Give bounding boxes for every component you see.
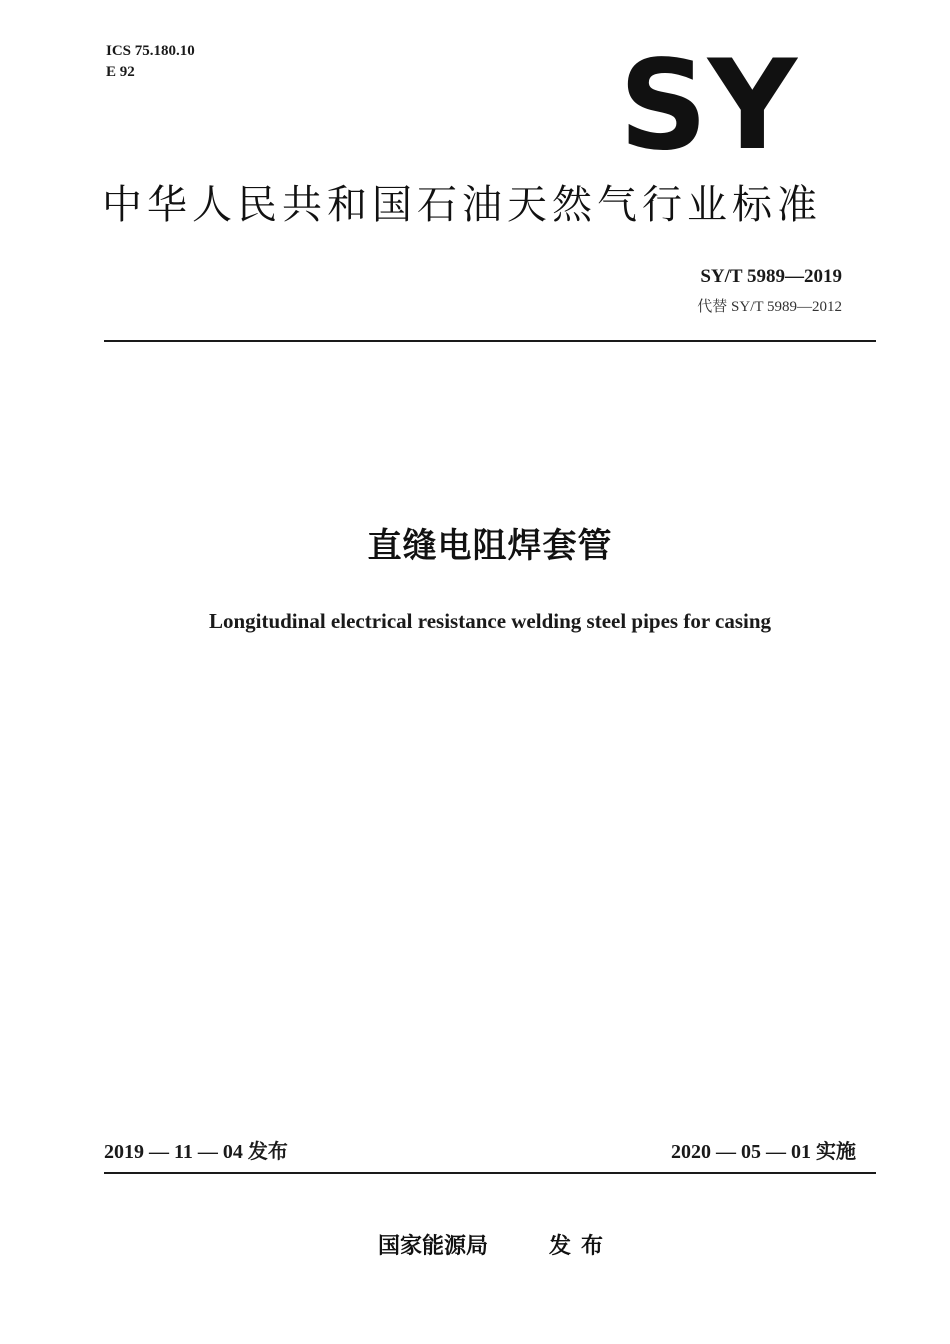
ccs-code: E 92 <box>106 64 135 80</box>
issue-date: 2019 — 11 — 04 发布 <box>104 1141 288 1163</box>
ics-code: ICS 75.180.10 <box>106 43 195 59</box>
publish-label: 发布 <box>549 1234 614 1259</box>
sy-logo <box>618 54 798 152</box>
top-divider <box>104 340 876 342</box>
implementation-date: 2020 — 05 — 01 实施 <box>671 1141 856 1163</box>
publisher-name: 国家能源局 <box>378 1234 489 1259</box>
replaces-standard: 代替 SY/T 5989—2012 <box>697 299 842 315</box>
standard-category-title: 中华人民共和国石油天然气行业标准 <box>102 182 822 228</box>
sy-logo-text: SY <box>619 54 798 152</box>
bottom-divider <box>104 1172 876 1174</box>
document-title-cn: 直缝电阻焊套管 <box>367 526 613 566</box>
standard-number: SY/T 5989—2019 <box>700 266 842 287</box>
document-title-en: Longitudinal electrical resistance welding steel pipes for casing <box>208 609 772 633</box>
